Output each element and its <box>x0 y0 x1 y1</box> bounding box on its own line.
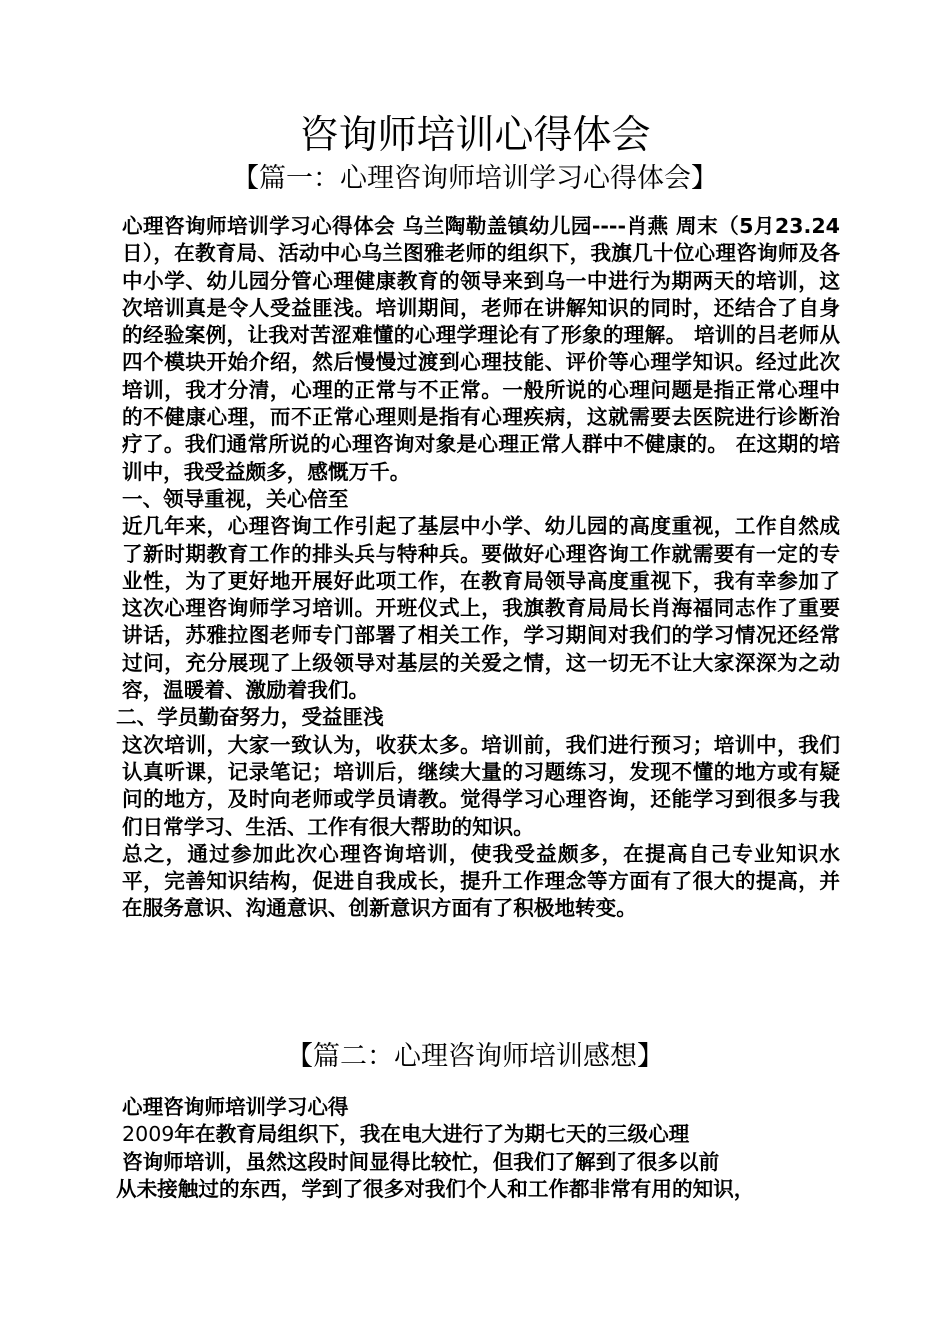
part1-subheading-1: 一、领导重视，关心倍至 <box>122 486 349 511</box>
part2-line-3: 从未接触过的东西，学到了很多对我们个人和工作都非常有用的知识， <box>116 1176 755 1201</box>
part1-paragraph-2: 这次培训，大家一致认为，收获太多。培训前，我们进行预习；培训中，我们认真听课，记录笔记；培训后，继续大量的习题练习，发现不懂的地方或有疑问的地方，及时向老师或学员请教。觉得学习心理咨询，还能学习到很多与我们日常学习、生活、工作有很大帮助的知识。 <box>122 732 840 839</box>
part2-year: 2009 <box>122 1122 175 1147</box>
part2-subheading: 心理咨询师培训学习心得 <box>122 1095 349 1119</box>
part1-heading: 【篇一：心理咨询师培训学习心得体会】 <box>232 163 718 194</box>
document-title: 咨询师培训心得体会 <box>299 113 651 158</box>
part2-heading: 【篇二：心理咨询师培训感想】 <box>286 1041 664 1072</box>
part1-paragraph-3: 总之，通过参加此次心理咨询培训，使我受益颇多，在提高自己专业知识水平，完善知识结构，促进自我成长，提升工作理念等方面有了很大的提高，并在服务意识、沟通意识、创新意识方面有了积极地转变。 <box>122 841 840 921</box>
part1-subheading-2: 二、学员勤奋努力，受益匪浅 <box>116 705 384 730</box>
part1-body <box>116 213 840 923</box>
part2-line-2: 咨询师培训，虽然这段时间显得比较忙，但我们了解到了很多以前 <box>122 1149 720 1174</box>
part2-line-1-text: 年在教育局组织下，我在电大进行了为期七天的三级心理 <box>174 1122 690 1147</box>
part2-line-1 <box>116 1121 840 1148</box>
part1-intro-paragraph: 心理咨询师培训学习心得体会 乌兰陶勒盖镇幼儿园----肖燕 周末（5月23.24日），在教育局、活动中心乌兰图雅老师的组织下，我旗几十位心理咨询师及各中小学、幼儿园分管心理健康教育的领导来到乌一中进行为期两天的培训，这次培训真是令人受益匪浅。培训期间，老师在讲解知识的同时，还结合了自身的经验案例，让我对苦涩难懂的心理学理论有了形象的理解。 培训的吕老师从四个模块开始介绍，然后慢慢过渡到心理技能、评价等心理学知识。经过此次培训，我才分清，心理的正常与不正常。一般所说的心理问题是指正常心理中的不健康心理，而不正常心理则是指有心理疾病，这就需要去医院进行诊断治疗了。我们通常所说的心理咨询对象是心理正常人群中不健康的。 在这期的培训中，我受益颇多，感慨万千。 <box>122 214 840 484</box>
part1-paragraph-1: 近几年来，心理咨询工作引起了基层中小学、幼儿园的高度重视，工作自然成了新时期教育工作的排头兵与特种兵。要做好心理咨询工作就需要有一定的专业性，为了更好地开展好此项工作，在教育局领导高度重视下，我有幸参加了这次心理咨询师学习培训。开班仪式上，我旗教育局局长肖海福同志作了重要讲话，苏雅拉图老师专门部署了相关工作，学习期间对我们的学习情况还经常过问，充分展现了上级领导对基层的关爱之情，这一切无不让大家深深为之动容，温暖着、激励着我们。 <box>122 514 840 703</box>
part2-body <box>116 1094 840 1203</box>
